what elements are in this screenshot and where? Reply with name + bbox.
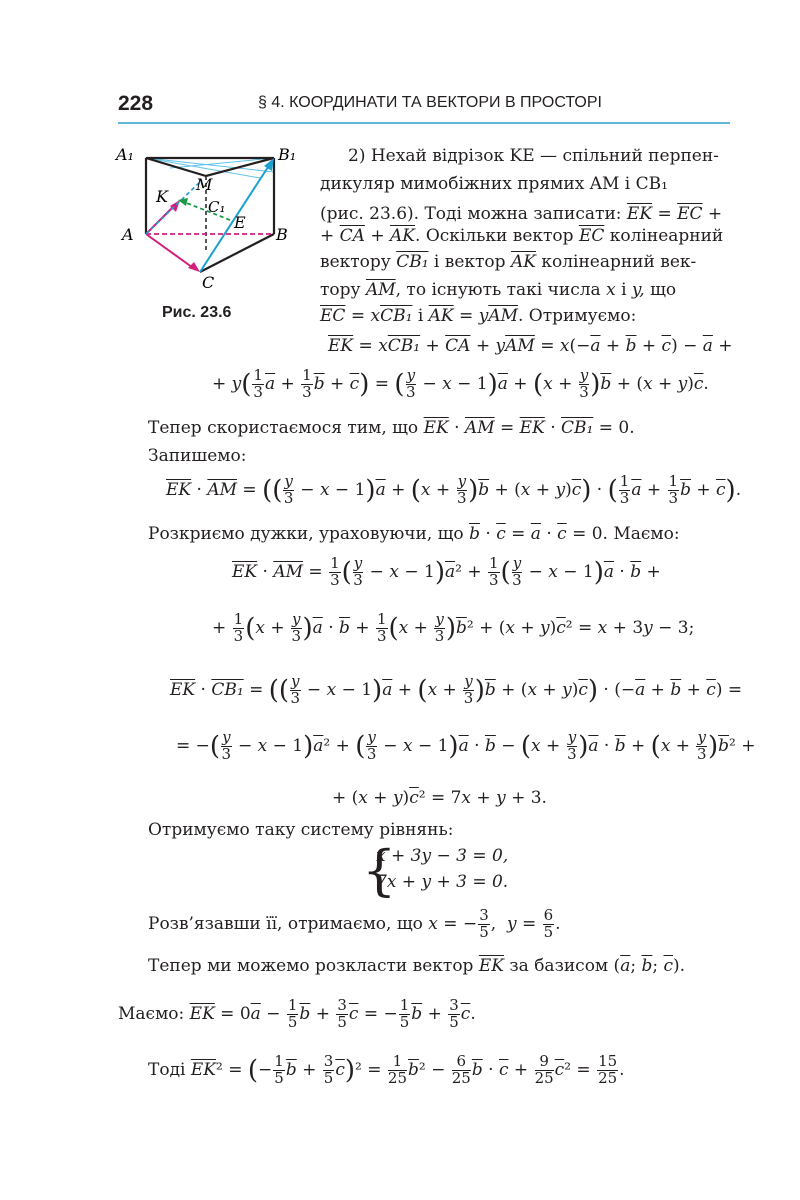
text-line: тору $\overline{AM}$, то існують такі числа x і y, що bbox=[320, 280, 677, 300]
text-line: (рис. 23.6). Тоді можна записати: $\overline{EK} = \overline{EC}$ + bbox=[320, 204, 723, 224]
text-line: Отримуємо таку систему рівнянь: bbox=[148, 820, 454, 840]
text-line: Запишемо: bbox=[148, 446, 247, 466]
text-line: Тепер скористаємося тим, що $\overline{EK} \cdot \overline{AM} = \overline{EK} \cdot CB_1 = 0$. bbox=[148, 418, 635, 438]
system-eq-1: x + 3y − 3 = 0, bbox=[376, 846, 509, 866]
prism-figure bbox=[110, 138, 310, 298]
label-e: E bbox=[234, 213, 246, 232]
label-b1: B₁ bbox=[278, 145, 297, 164]
page-number: 228 bbox=[118, 92, 154, 115]
label-a1: A₁ bbox=[116, 145, 134, 164]
text-line: Тоді $\overline{EK}^2$ = (− $\frac{1}{5}$ $\overline{b}$ + $\frac{3}{5}$ $\overline{c})^2$ = $\frac{1}{25}$ $\overline{b}^2$ − $\frac{6}{25}$ $\overline{b} \cdot \overline{c}$ + $\frac{9}{25}$ $\overline{c}^2$ = $\frac{15}{25}$ . bbox=[148, 1052, 625, 1087]
section-title: § 4. КООРДИНАТИ ТА ВЕКТОРИ В ПРОСТОРІ bbox=[258, 94, 602, 111]
text-line: вектору CB₁ і вектор $\overline{AK}$ колінеарний век- bbox=[320, 252, 697, 272]
label-c1: C₁ bbox=[208, 198, 226, 216]
formula-line: $\overline{EK} = xCB_1 + \overline{CA} + y\overline{AM} = x(-\overline{a} + \overline{b} + \overline{c}) - \overline{a}$ + bbox=[328, 336, 733, 356]
figure-caption: Рис. 23.6 bbox=[162, 304, 232, 321]
label-m: M bbox=[196, 175, 213, 194]
text-line: Розкриємо дужки, ураховуючи, що $\overline{b} \cdot \overline{c} = \overline{a} \cdot \overline{c} = 0$. Маємо: bbox=[148, 524, 680, 544]
text-line: Маємо: $\overline{EK} = 0\overline{a}$ − $\frac{1}{5}$ $\overline{b}$ + $\frac{3}{5}$ $\overline{c}$ = − $\frac{1}{5}$ $\overline{b}$ + $\frac{3}{5}$ $\overline{c}$. bbox=[118, 996, 476, 1031]
text-line: дикуляр мимобіжних прямих AM і CB₁ bbox=[320, 174, 668, 194]
formula-line: + $(x + y)\overline{c}^2 = 7x + y + 3$. bbox=[332, 788, 547, 808]
text-line: Розв’язавши її, отримаємо, що x = − $\frac{3}{5}$ , y = $\frac{6}{5}$ . bbox=[148, 906, 561, 941]
system-eq-2: 7x + y + 3 = 0. bbox=[376, 872, 509, 892]
label-a: A bbox=[122, 225, 134, 244]
formula-line: + $\frac{1}{3}$ (x + $\frac{y}{3}$ )$\overline{a} \cdot \overline{b}$ + $\frac{1}{3}$ (x + $\frac{y}{3}$ )$\overline{b}^2 + (x + y)\overline{c}^2 = x + 3y - 3$; bbox=[212, 610, 695, 645]
system-brace: { bbox=[362, 839, 397, 902]
label-b: B bbox=[276, 225, 288, 244]
text-line: + $\overline{CA} + \overline{AK}$. Оскільки вектор $\overline{EC}$ колінеарний bbox=[320, 226, 724, 246]
formula-line: = −( $\frac{y}{3}$ − $x - 1)\overline{a}^2$ + ( $\frac{y}{3}$ − $x - 1)\overline{a} \cdot \overline{b} - (x$ + $\frac{y}{3}$ )$\overline{a} \cdot \overline{b} + (x$ + $\frac{y}{3}$ )$\overline{b}^2$ + bbox=[176, 728, 756, 763]
formula-line: $\overline{EK} \cdot \overline{AM}$ = (( $\frac{y}{3}$ − $x - 1)\overline{a} + (x$ + $\frac{y}{3}$ )$\overline{b} + (x + y)\overline{c}$) · ( $\frac{1}{3}$ $\overline{a}$ + $\frac{1}{3}$ $\overline{b} + \overline{c}$). bbox=[166, 472, 742, 507]
page-header bbox=[0, 0, 800, 130]
formula-line: $\overline{EK} \cdot CB_1$ = (( $\frac{y}{3}$ − $x - 1)\overline{a} + (x$ + $\frac{y}{3}$ )$\overline{b} + (x + y)\overline{c}) \cdot (-\overline{a} + \overline{b} + \overline{c})$ = bbox=[170, 672, 743, 707]
label-c: C bbox=[202, 273, 215, 292]
text-line: Тепер ми можемо розкласти вектор $\overline{EK}$ за базисом ($\overline{a}$; $\overline{b}$; $\overline{c}$). bbox=[148, 956, 686, 976]
label-k: K bbox=[156, 187, 168, 206]
header-rule bbox=[118, 122, 730, 124]
formula-line: + y( $\frac{1}{3}$ $\overline{a}$ + $\frac{1}{3}$ $\overline{b} + \overline{c}$) = ( $\frac{y}{3}$ − $x - 1)\overline{a} + (x$ + $\frac{y}{3}$ )$\overline{b} + (x + y)\overline{c}$. bbox=[212, 366, 709, 401]
text-line: $\overline{EC} = xCB_1$ і $\overline{AK} = y\overline{AM}$. Отримуємо: bbox=[320, 306, 637, 326]
formula-line: $\overline{EK} \cdot \overline{AM}$ = $\frac{1}{3}$ ( $\frac{y}{3}$ − $x - 1)\overline{a}^2$ + $\frac{1}{3}$ ( $\frac{y}{3}$ − $x - 1)\overline{a} \cdot \overline{b}$ + bbox=[232, 554, 661, 589]
text-line: 2) Нехай відрізок KE — спільний перпен- bbox=[348, 146, 719, 166]
